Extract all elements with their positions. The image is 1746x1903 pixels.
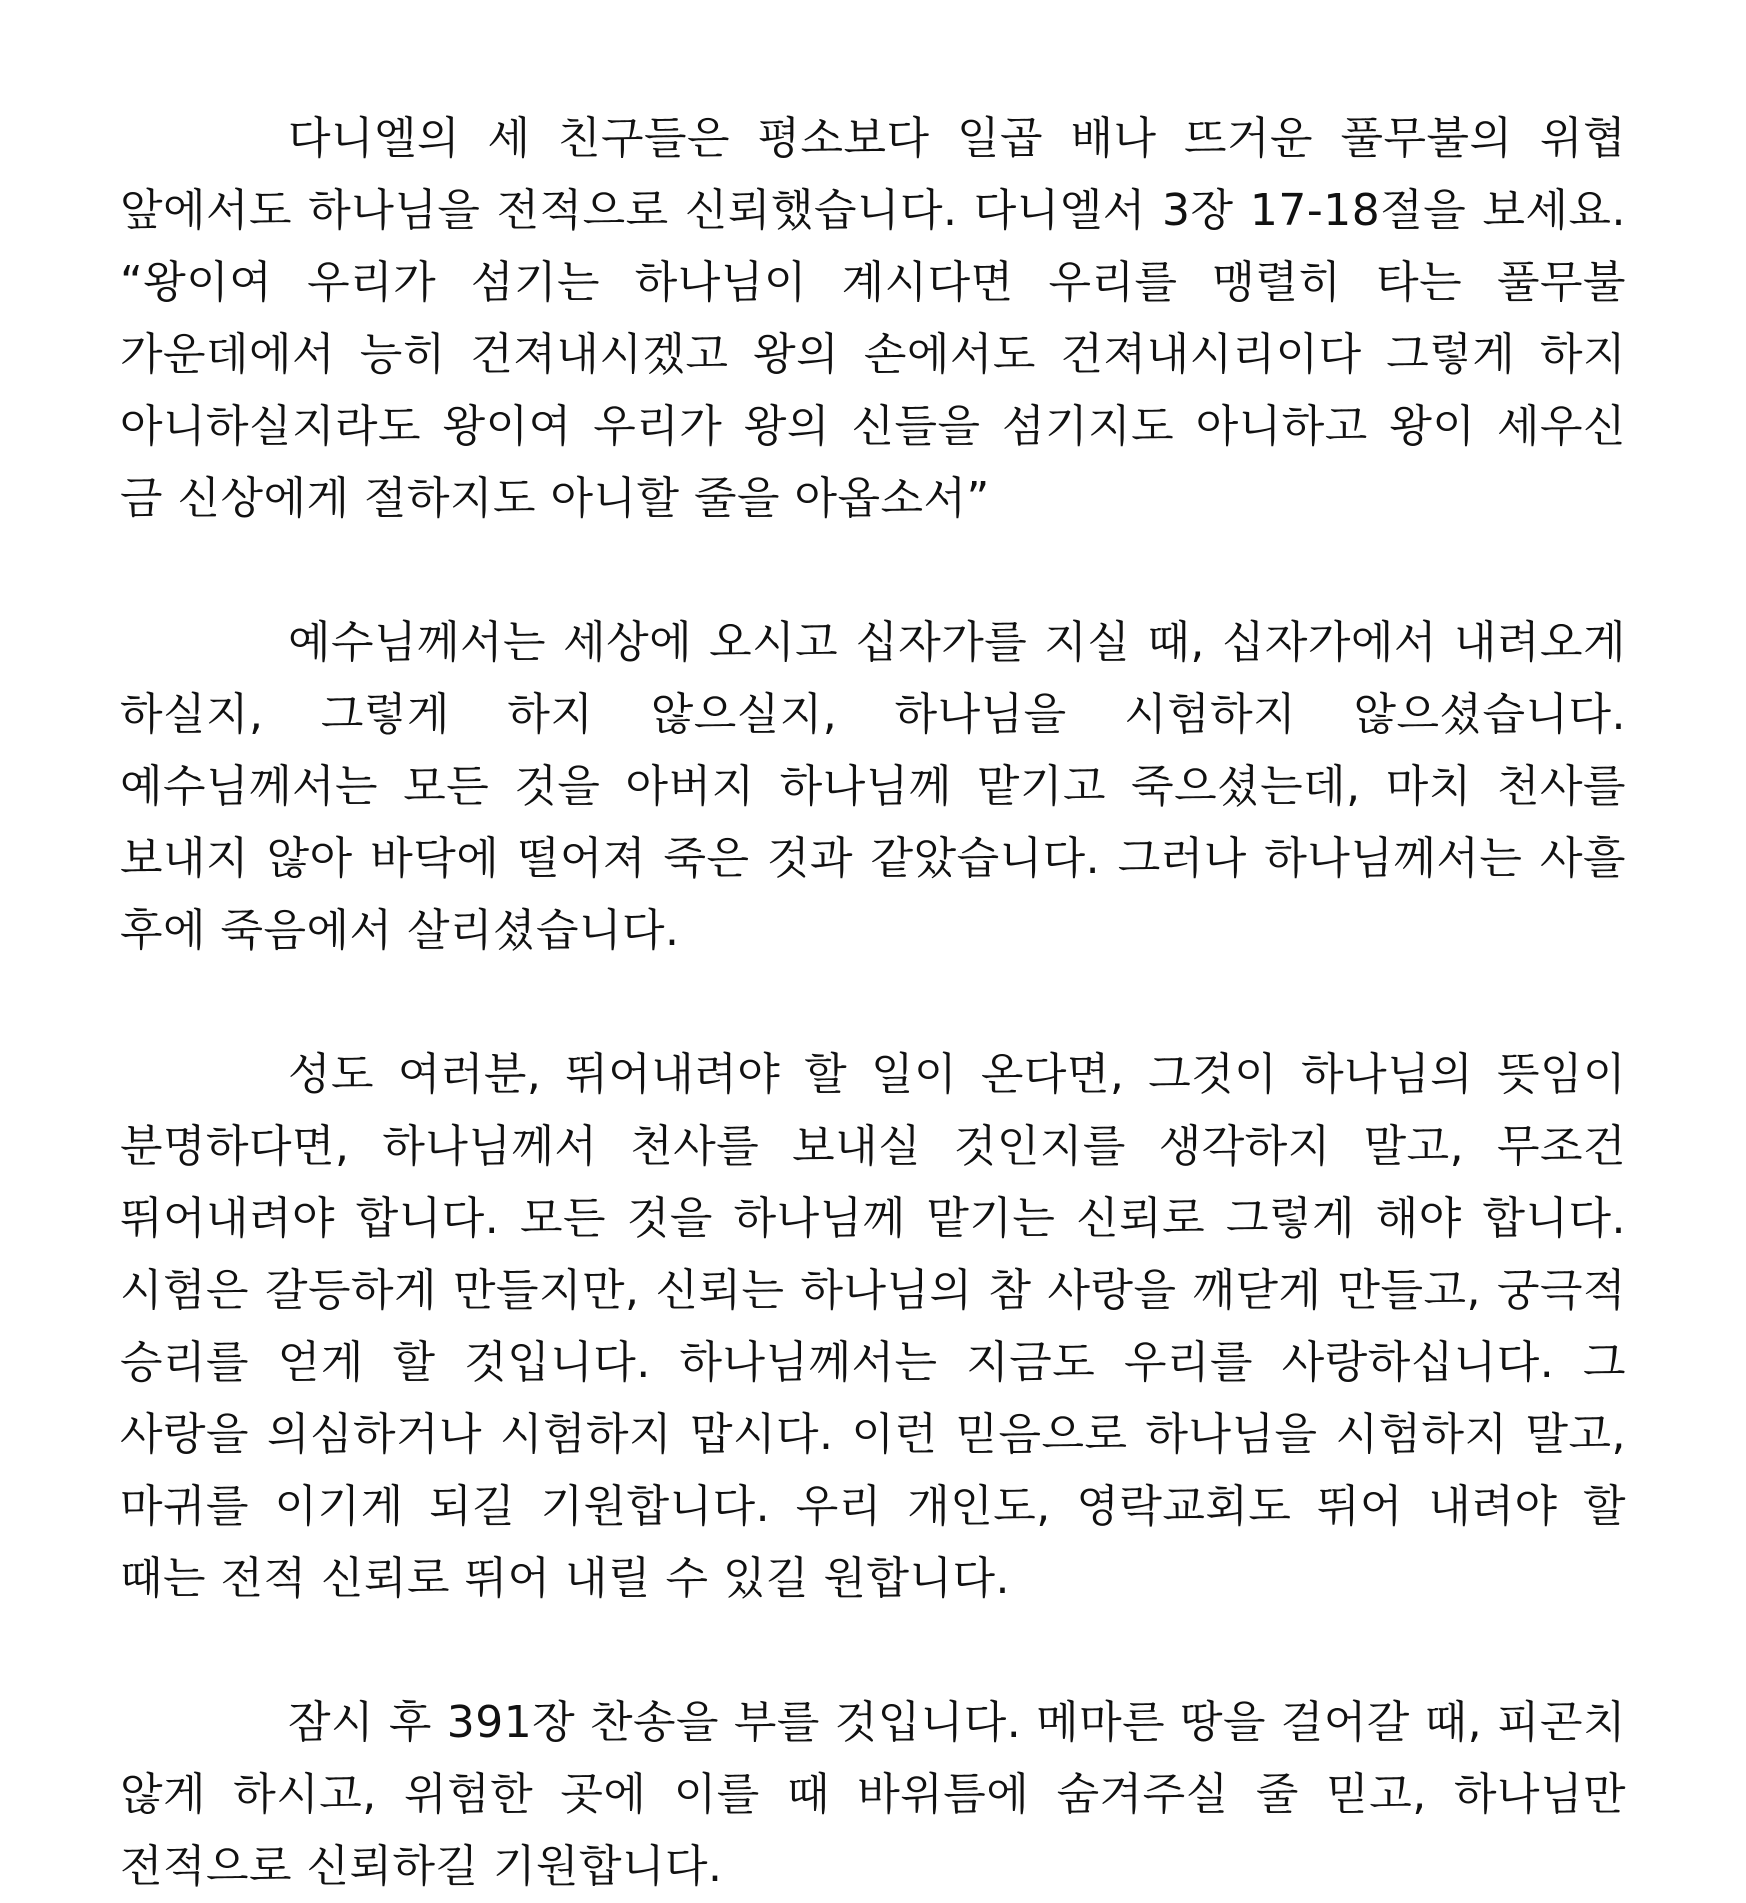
paragraph-closing-hymn: 잠시 후 391장 찬송을 부를 것입니다. 메마른 땅을 걸어갈 때, 피곤치 않게 하시고, 위험한 곳에 이를 때 바위틈에 숨겨주실 줄 믿고, 하나님만 전적으로 신뢰하길 기원합니다. — [120, 1697, 1626, 1892]
paragraph-congregation-trust: 성도 여러분, 뛰어내려야 할 일이 온다면, 그것이 하나님의 뜻임이 분명하다면, 하나님께서 천사를 보내실 것인지를 생각하지 말고, 무조건 뛰어내려야 합니다. 모든 것을 하나님께 맡기는 신뢰로 그렇게 해야 합니다. 시험은 갈등하게 만들지만, 신뢰는 하나님의 참 사랑을 깨닫게 만들고, 궁극적 승리를 얻게 할 것입니다. 하나님께서는 지금도 우리를 사랑하십니다. 그 사랑을 의심하거나 시험하지 맙시다. 이런 믿음으로 하나님을 시험하지 말고, 마귀를 이기게 되길 기원합니다. 우리 개인도, 영락교회도 뛰어 내려야 할 때는 전적 신뢰로 뛰어 내릴 수 있길 원합니다. — [120, 1049, 1626, 1604]
paragraph-jesus-cross: 예수님께서는 세상에 오시고 십자가를 지실 때, 십자가에서 내려오게 하실지, 그렇게 하지 않으실지, 하나님을 시험하지 않으셨습니다. 예수님께서는 모든 것을 아버지 하나님께 맡기고 죽으셨는데, 마치 천사를 보내지 않아 바닥에 떨어져 죽은 것과 같았습니다. 그러나 하나님께서는 사흘 후에 죽음에서 살리셨습니다. — [120, 617, 1626, 956]
document-body — [120, 103, 1626, 1903]
paragraph-daniel-friends: 다니엘의 세 친구들은 평소보다 일곱 배나 뜨거운 풀무불의 위협 앞에서도 하나님을 전적으로 신뢰했습니다. 다니엘서 3장 17-18절을 보세요. “왕이여 우리가 섬기는 하나님이 계시다면 우리를 맹렬히 타는 풀무불 가운데에서 능히 건져내시겠고 왕의 손에서도 건져내시리이다 그렇게 하지 아니하실지라도 왕이여 우리가 왕의 신들을 섬기지도 아니하고 왕이 세우신 금 신상에게 절하지도 아니할 줄을 아옵소서” — [120, 113, 1626, 524]
